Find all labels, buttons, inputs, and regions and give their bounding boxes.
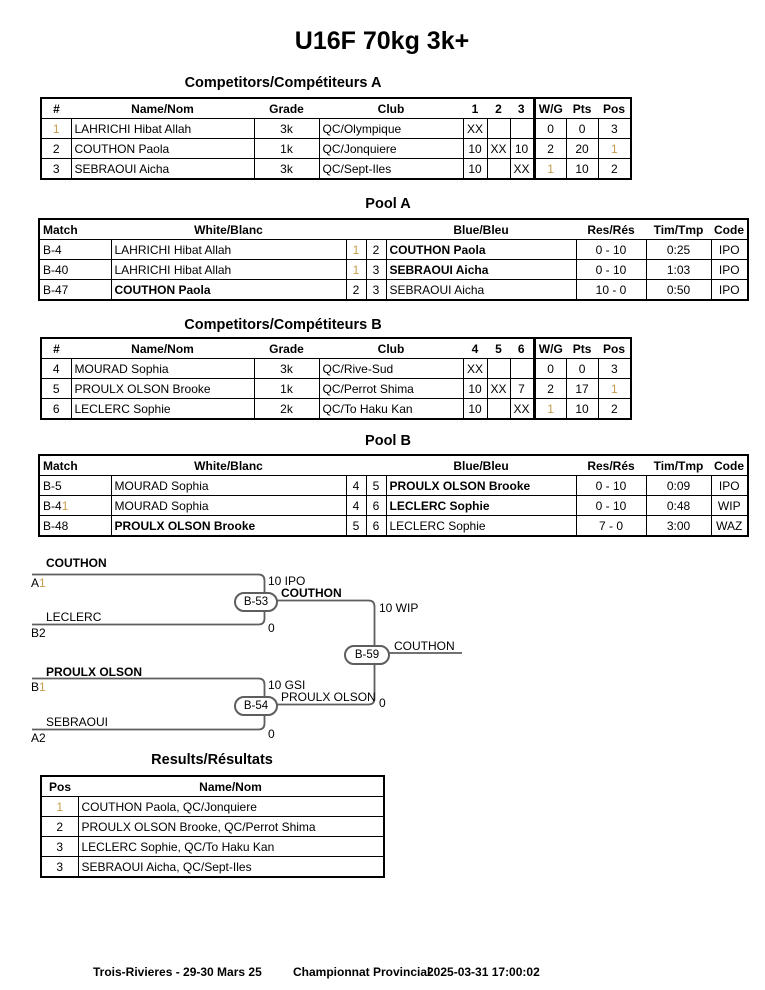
match-cell: B-4 (39, 240, 111, 260)
position-cell: 2 (598, 159, 631, 180)
col-header-position: Pos (598, 338, 631, 359)
pool-b-table (38, 454, 749, 537)
results-table (40, 775, 385, 878)
bracket-seed-name: PROULX OLSON (46, 665, 143, 679)
club-cell: QC/Rive-Sud (319, 359, 463, 379)
score-cell-2 (487, 119, 510, 139)
match-cell (39, 496, 111, 516)
white-num-cell: 5 (346, 516, 366, 537)
match-cell: B-40 (39, 260, 111, 280)
competitor-row (41, 139, 631, 159)
time-cell: 0:48 (646, 496, 711, 516)
score-cell-1: 10 (463, 159, 487, 180)
name-cell: MOURAD Sophia (71, 359, 254, 379)
result-name-cell: PROULX OLSON Brooke, QC/Perrot Shima (78, 817, 384, 837)
blue-num-cell: 3 (366, 260, 386, 280)
white-name-cell: MOURAD Sophia (111, 496, 346, 516)
points-cell: 10 (566, 399, 598, 420)
col-header-opp2: 5 (487, 338, 510, 359)
section-heading-results: Results/Résultats (151, 752, 273, 768)
blue-name-cell: SEBRAOUI Aicha (386, 280, 576, 301)
header-row (39, 455, 748, 476)
col-header-white-num (346, 455, 366, 476)
code-cell: WAZ (711, 516, 748, 537)
section-heading-pool-a: Pool A (365, 196, 411, 212)
seed-label-gold-digit: 1 (39, 576, 46, 590)
match-score-top: 10 IPO (268, 574, 306, 588)
competitor-row (41, 159, 631, 180)
header-row (39, 219, 748, 240)
name-cell: PROULX OLSON Brooke (71, 379, 254, 399)
score-cell-1: 10 (463, 379, 487, 399)
col-header-opp3: 3 (510, 98, 534, 119)
col-header-wins: W/G (534, 338, 566, 359)
white-num-cell: 4 (346, 496, 366, 516)
seed-label-letter: A (31, 576, 40, 590)
white-num-cell: 1 (346, 260, 366, 280)
white-name-cell: LAHRICHI Hibat Allah (111, 260, 346, 280)
match-row (39, 516, 748, 537)
time-cell: 1:03 (646, 260, 711, 280)
col-header-white: White/Blanc (111, 219, 346, 240)
position-cell: 2 (41, 817, 78, 837)
match-row (39, 496, 748, 516)
white-name-cell: COUTHON Paola (111, 280, 346, 301)
result-cell: 0 - 10 (576, 260, 646, 280)
grade-cell: 2k (254, 399, 319, 420)
white-num-cell: 2 (346, 280, 366, 301)
result-name-cell: SEBRAOUI Aicha, QC/Sept-Iles (78, 857, 384, 878)
match-id-prefix: B-4 (43, 498, 62, 513)
match-row (39, 260, 748, 280)
header-row (41, 776, 384, 797)
score-cell-1: 10 (463, 139, 487, 159)
col-header-opp3: 6 (510, 338, 534, 359)
result-cell: 10 - 0 (576, 280, 646, 301)
col-header-opp2: 2 (487, 98, 510, 119)
grade-cell: 1k (254, 379, 319, 399)
white-name-cell: MOURAD Sophia (111, 476, 346, 496)
code-cell: IPO (711, 280, 748, 301)
bracket-seed-name: LECLERC (46, 610, 102, 624)
wins-cell: 0 (534, 119, 566, 139)
section-heading-competitors-a: Competitors/Compétiteurs A (184, 75, 382, 91)
white-num-cell: 4 (346, 476, 366, 496)
position-cell: 1 (598, 139, 631, 159)
col-header-code: Code (711, 219, 748, 240)
points-cell: 17 (566, 379, 598, 399)
score-cell-2 (487, 399, 510, 420)
col-header-code: Code (711, 455, 748, 476)
competitor-number-cell: 3 (41, 159, 71, 180)
wins-cell: 0 (534, 359, 566, 379)
blue-name-cell: LECLERC Sophie (386, 516, 576, 537)
score-cell-1: XX (463, 359, 487, 379)
footer-event-name: Championnat Provincial (293, 965, 431, 979)
competitor-number-cell: 4 (41, 359, 71, 379)
col-header-match: Match (39, 219, 111, 240)
result-row (41, 837, 384, 857)
col-header-grade: Grade (254, 98, 319, 119)
grade-cell: 3k (254, 359, 319, 379)
competitor-number-cell: 5 (41, 379, 71, 399)
score-cell-2 (487, 159, 510, 180)
white-name-cell: PROULX OLSON Brooke (111, 516, 346, 537)
match-score-top: 10 GSI (268, 678, 306, 692)
points-cell: 10 (566, 159, 598, 180)
blue-num-cell: 2 (366, 240, 386, 260)
name-cell: LAHRICHI Hibat Allah (71, 119, 254, 139)
col-header-number: # (41, 98, 71, 119)
white-num-cell: 1 (346, 240, 366, 260)
white-name-cell: LAHRICHI Hibat Allah (111, 240, 346, 260)
header-row (41, 338, 631, 359)
seed-label-letter: B (31, 680, 40, 694)
col-header-wins: W/G (534, 98, 566, 119)
competitors-a-table (40, 97, 632, 180)
bracket-seed-name: COUTHON (46, 556, 107, 570)
footer-print-timestamp: 2025-03-31 17:00:02 (427, 965, 540, 979)
competitor-number-cell: 1 (41, 119, 71, 139)
position-cell: 2 (598, 399, 631, 420)
col-header-result: Res/Rés (576, 455, 646, 476)
score-cell-2: XX (487, 139, 510, 159)
match-score-bottom: 0 (268, 621, 275, 635)
competitor-row (41, 359, 631, 379)
col-header-position: Pos (598, 98, 631, 119)
time-cell: 0:50 (646, 280, 711, 301)
final-winner-label: COUTHON (394, 639, 455, 653)
club-cell: QC/To Haku Kan (319, 399, 463, 420)
col-header-points: Pts (566, 98, 598, 119)
page-title: U16F 70kg 3k+ (294, 27, 470, 55)
result-cell: 7 - 0 (576, 516, 646, 537)
seed-label-gold-digit: 1 (39, 680, 46, 694)
blue-name-cell: LECLERC Sophie (386, 496, 576, 516)
code-cell: IPO (711, 260, 748, 280)
grade-cell: 3k (254, 119, 319, 139)
bracket-seed-label: A2 (31, 731, 46, 745)
result-cell: 0 - 10 (576, 240, 646, 260)
match-cell: B-48 (39, 516, 111, 537)
position-cell: 1 (598, 379, 631, 399)
result-row (41, 817, 384, 837)
position-cell: 3 (41, 857, 78, 878)
col-header-grade: Grade (254, 338, 319, 359)
competitor-number-cell: 2 (41, 139, 71, 159)
club-cell: QC/Jonquiere (319, 139, 463, 159)
blue-num-cell: 5 (366, 476, 386, 496)
score-cell-3 (510, 359, 534, 379)
col-header-name: Name/Nom (78, 776, 384, 797)
col-header-name: Name/Nom (71, 98, 254, 119)
blue-num-cell: 6 (366, 496, 386, 516)
score-cell-3 (510, 119, 534, 139)
score-cell-3: 7 (510, 379, 534, 399)
bracket-seed-label (31, 576, 46, 590)
match-oval-b53: B-53 (234, 592, 278, 612)
score-cell-1: XX (463, 119, 487, 139)
score-cell-3: 10 (510, 139, 534, 159)
blue-num-cell: 3 (366, 280, 386, 301)
score-cell-1: 10 (463, 399, 487, 420)
pool-a-table (38, 218, 749, 301)
match-row (39, 280, 748, 301)
col-header-number: # (41, 338, 71, 359)
time-cell: 3:00 (646, 516, 711, 537)
match-id-gold-digit: 1 (61, 498, 69, 513)
col-header-time: Tim/Tmp (646, 219, 711, 240)
points-cell: 0 (566, 359, 598, 379)
club-cell: QC/Olympique (319, 119, 463, 139)
score-cell-2: XX (487, 379, 510, 399)
competitor-row (41, 119, 631, 139)
match-cell: B-5 (39, 476, 111, 496)
position-cell: 3 (41, 837, 78, 857)
match-winner-label: COUTHON (281, 586, 342, 600)
wins-cell: 1 (534, 159, 566, 180)
score-cell-2 (487, 359, 510, 379)
match-oval-b59: B-59 (344, 645, 390, 665)
bracket-seed-label: B2 (31, 626, 46, 640)
code-cell: WIP (711, 496, 748, 516)
match-cell: B-47 (39, 280, 111, 301)
blue-name-cell: SEBRAOUI Aicha (386, 260, 576, 280)
section-heading-pool-b: Pool B (365, 433, 411, 449)
club-cell: QC/Perrot Shima (319, 379, 463, 399)
footer-event-location: Trois-Rivieres - 29-30 Mars 25 (93, 965, 262, 979)
wins-cell: 1 (534, 399, 566, 420)
result-cell: 0 - 10 (576, 476, 646, 496)
col-header-position: Pos (41, 776, 78, 797)
code-cell: IPO (711, 476, 748, 496)
points-cell: 20 (566, 139, 598, 159)
col-header-result: Res/Rés (576, 219, 646, 240)
col-header-white-num (346, 219, 366, 240)
position-cell: 1 (41, 797, 78, 817)
score-cell-3: XX (510, 399, 534, 420)
position-cell: 3 (598, 359, 631, 379)
col-header-blue: Blue/Bleu (386, 455, 576, 476)
bracket-seed-label (31, 680, 46, 694)
name-cell: COUTHON Paola (71, 139, 254, 159)
code-cell: IPO (711, 240, 748, 260)
score-cell-3: XX (510, 159, 534, 180)
wins-cell: 2 (534, 139, 566, 159)
time-cell: 0:25 (646, 240, 711, 260)
grade-cell: 1k (254, 139, 319, 159)
grade-cell: 3k (254, 159, 319, 180)
col-header-white: White/Blanc (111, 455, 346, 476)
col-header-club: Club (319, 98, 463, 119)
col-header-points: Pts (566, 338, 598, 359)
wins-cell: 2 (534, 379, 566, 399)
match-oval-b54: B-54 (234, 696, 278, 716)
col-header-opp1: 1 (463, 98, 487, 119)
result-row (41, 797, 384, 817)
result-cell: 0 - 10 (576, 496, 646, 516)
name-cell: LECLERC Sophie (71, 399, 254, 420)
match-row (39, 240, 748, 260)
match-winner-label: PROULX OLSON (281, 690, 376, 704)
col-header-blue-num (366, 455, 386, 476)
blue-name-cell: COUTHON Paola (386, 240, 576, 260)
competitor-row (41, 379, 631, 399)
col-header-match: Match (39, 455, 111, 476)
col-header-club: Club (319, 338, 463, 359)
result-name-cell: LECLERC Sophie, QC/To Haku Kan (78, 837, 384, 857)
competitor-row (41, 399, 631, 420)
col-header-blue-num (366, 219, 386, 240)
col-header-blue: Blue/Bleu (386, 219, 576, 240)
blue-num-cell: 6 (366, 516, 386, 537)
col-header-opp1: 4 (463, 338, 487, 359)
match-row (39, 476, 748, 496)
col-header-time: Tim/Tmp (646, 455, 711, 476)
blue-name-cell: PROULX OLSON Brooke (386, 476, 576, 496)
match-score-bottom: 0 (268, 727, 275, 741)
section-heading-competitors-b: Competitors/Compétiteurs B (184, 317, 382, 333)
points-cell: 0 (566, 119, 598, 139)
result-name-cell: COUTHON Paola, QC/Jonquiere (78, 797, 384, 817)
competitors-b-table (40, 337, 632, 420)
header-row (41, 98, 631, 119)
result-row (41, 857, 384, 878)
match-score-bottom: 0 (379, 696, 386, 710)
match-score-top: 10 WIP (379, 601, 419, 615)
club-cell: QC/Sept-Iles (319, 159, 463, 180)
name-cell: SEBRAOUI Aicha (71, 159, 254, 180)
bracket-seed-name: SEBRAOUI (46, 715, 109, 729)
col-header-name: Name/Nom (71, 338, 254, 359)
competitor-number-cell: 6 (41, 399, 71, 420)
time-cell: 0:09 (646, 476, 711, 496)
position-cell: 3 (598, 119, 631, 139)
